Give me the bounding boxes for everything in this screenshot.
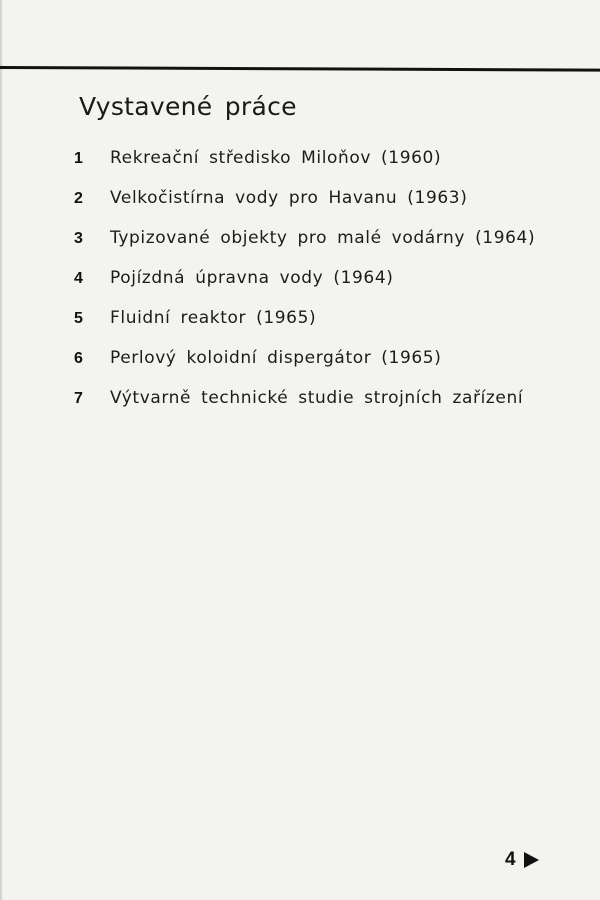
page-number: 4 bbox=[505, 849, 516, 870]
list-item bbox=[74, 388, 535, 428]
top-rule-divider bbox=[0, 66, 600, 72]
item-title: Fluidní reaktor (1965) bbox=[110, 308, 317, 328]
item-number: 4 bbox=[74, 270, 84, 287]
item-number: 5 bbox=[74, 310, 84, 327]
next-page-arrow-icon[interactable] bbox=[524, 852, 539, 868]
item-title: Pojízdná úpravna vody (1964) bbox=[110, 268, 394, 288]
works-list bbox=[74, 148, 535, 428]
item-title: Perlový koloidní dispergátor (1965) bbox=[110, 348, 442, 368]
list-item bbox=[74, 308, 535, 348]
item-number: 6 bbox=[74, 350, 84, 367]
page-footer bbox=[505, 849, 539, 871]
list-item bbox=[74, 268, 535, 308]
item-title: Velkočistírna vody pro Havanu (1963) bbox=[110, 188, 468, 208]
item-title: Výtvarně technické studie strojních zařízení bbox=[110, 388, 524, 408]
page-title: Vystavené práce bbox=[79, 92, 297, 121]
list-item bbox=[74, 148, 535, 188]
item-number: 2 bbox=[74, 190, 84, 207]
list-item bbox=[74, 228, 535, 268]
item-number: 7 bbox=[74, 390, 84, 407]
item-title: Typizované objekty pro malé vodárny (1964) bbox=[110, 228, 536, 248]
item-number: 3 bbox=[74, 230, 84, 247]
page-edge bbox=[0, 0, 3, 900]
item-number: 1 bbox=[74, 150, 84, 167]
item-title: Rekreační středisko Miloňov (1960) bbox=[110, 148, 442, 168]
list-item bbox=[74, 188, 535, 228]
list-item bbox=[74, 348, 535, 388]
